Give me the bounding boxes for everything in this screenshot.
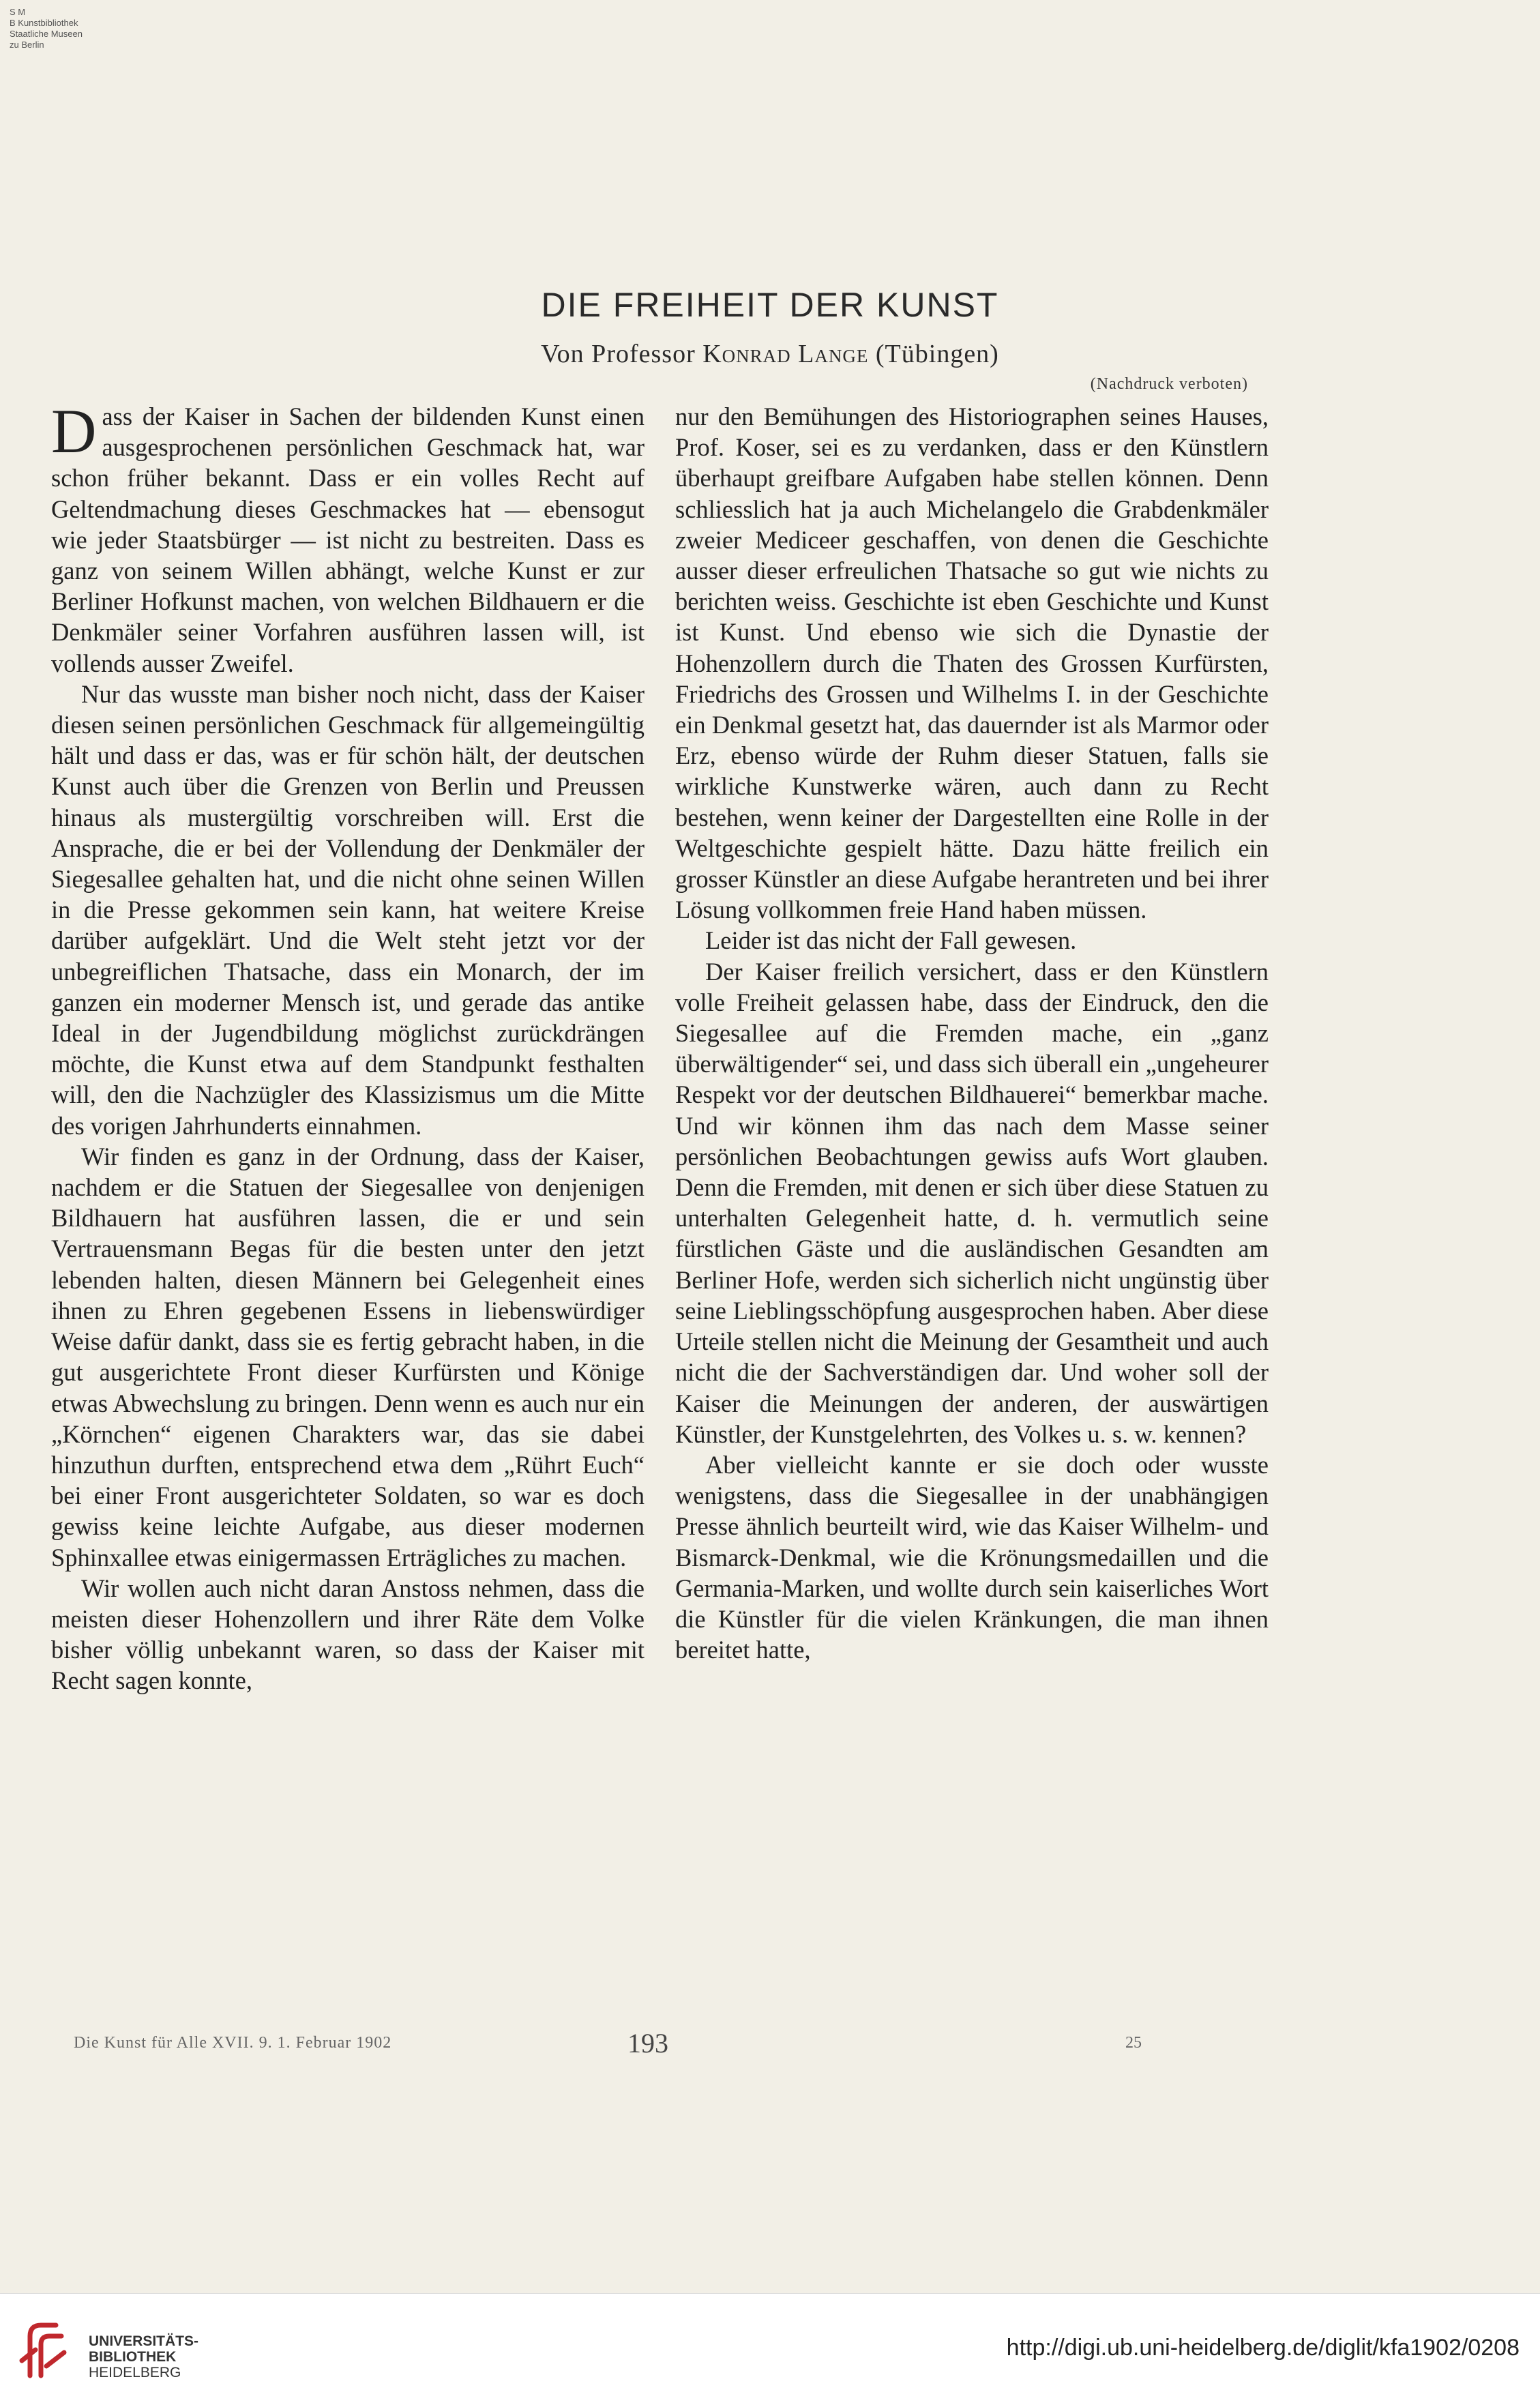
byline-author: Konrad Lange [702,340,869,368]
logo-line: BIBLIOTHEK [89,2349,177,2365]
byline-suffix: (Tübingen) [868,340,999,368]
stamp-line: B Kunstbibliothek [10,18,78,28]
paragraph: Nur das wusste man bisher noch nicht, dass der Kaiser diesen seinen persönlichen Geschmack für allgemeingültig hält und dass er das, was er für schön hält, der deutschen Kunst auch über die Grenzen von Berlin und Preussen hinaus als mustergültig vorschreiben will. Erst die Ansprache, die er bei der Vollendung der Denkmäler der Siegesallee gehalten hat, und die nicht ohne seinen Willen in die Presse gekommen sein kann, hat weitere Kreise darüber aufgeklärt. Und die Welt steht jetzt vor der unbegreiflichen Thatsache, dass ein Monarch, der im ganzen ein moderner Mensch ist, und gerade das antike Ideal in der Jugendbildung möglichst zurückdrängen möchte, die Kunst etwa auf dem Standpunkt festhalten will, den die Nachzügler des Klassizismus um die Mitte des vorigen Jahrhunderts einnahmen. [51,679,645,1140]
logo-line: UNIVERSITÄTS- [89,2333,199,2349]
article-title: DIE FREIHEIT DER KUNST [541,286,999,324]
page-footer [0,2028,1540,2059]
paragraph-text: ass der Kaiser in Sachen der bildenden Kunst einen ausgesprochenen persönlichen Geschmack hat, war schon früher bekannt. Dass er ein volles Recht auf Geltendmachung dieses Geschmackes hat — ebensogut wie jeder Staatsbürger — ist nicht zu bestreiten. Dass es ganz von seinem Willen abhängt, welche Kunst er zur Berliner Hofkunst machen, von welchen Bildhauern er die Denkmäler seiner Vorfahren ausführen lassen will, ist vollends ausser Zweifel. [51,402,645,677]
right-column [675,401,1269,1665]
signature-mark: 25 [1125,2034,1142,2052]
stamp-line: zu Berlin [10,40,44,50]
library-logo-icon [16,2318,74,2381]
paragraph: nur den Bemühungen des Historiographen seines Hauses, Prof. Koser, sei es zu verdanken, dass er den Künstlern überhaupt greifbare Aufgaben habe stellen können. Denn schliesslich hat ja auch Michelangelo die Grabdenkmäler zweier Mediceer geschaffen, von denen die Geschichte ausser dieser erfreulichen Thatsache so gut wie nichts zu berichten weiss. Geschichte ist eben Geschichte und Kunst ist Kunst. Und ebenso wie sich die Dynastie der Hohenzollern durch die Thaten des Grossen Kurfürsten, Friedrichs des Grossen und Wilhelms I. in der Geschichte ein Denkmal gesetzt hat, das dauernder ist als Marmor oder Erz, ebenso würde der Ruhm dieser Statuen, falls sie wirkliche Kunstwerke wären, auch dann zu Recht bestehen, wenn keiner der Dargestellten eine Rolle in der Weltgeschichte gespielt hätte. Dazu hätte freilich ein grosser Künstler an diese Aufgabe herantreten und bei ihrer Lösung vollkommen freie Hand haben müssen. [675,402,1269,924]
paragraph: Wir wollen auch nicht daran Anstoss nehmen, dass die meisten dieser Hohenzollern und ihrer Räte dem Volke bisher völlig unbekannt waren, so dass der Kaiser mit Recht sagen konnte, [51,1574,645,1695]
library-logo-text [89,2333,198,2380]
stamp-line: S M [10,7,26,17]
paragraph [51,396,645,679]
library-stamp [10,7,160,50]
reprint-note: (Nachdruck verboten) [1090,375,1248,393]
journal-line: Die Kunst für Alle XVII. 9. 1. Februar 1902 [74,2034,392,2052]
permalink-url[interactable]: http://digi.ub.uni-heidelberg.de/diglit/kfa1902/0208 [1006,2335,1520,2361]
library-bar [0,2293,1540,2405]
article-byline [0,339,1540,369]
byline-prefix: Von Professor [541,340,703,368]
paragraph: Der Kaiser freilich versichert, dass er den Künstlern volle Freiheit gelassen habe, dass der Eindruck, den die Siegesallee auf die Fremden mache, ein „ganz überwältigender“ sei, und dass sich überall ein „ungeheurer Respekt vor der deutschen Bildhauerei“ bemerkbar mache. Und wir können ihm das nach dem Masse seiner persönlichen Beobachtungen gewiss aufs Wort glauben. Denn die Fremden, mit denen er sich über diese Statuen zu unterhalten Gelegenheit hatte, d. h. vermutlich seine fürstlichen Gäste und die ausländischen Gesandten am Berliner Hofe, werden sich sicherlich nicht ungünstig über seine Lieblingsschöpfung ausgesprochen haben. Aber diese Urteile stellen nicht die Meinung der Gesamtheit und auch nicht die der Sachverständigen dar. Und woher soll der Kaiser die Meinungen der anderen, der auswärtigen Künstler, der Kunstgelehrten, des Volkes u. s. w. kennen? [675,957,1269,1448]
paragraph: Aber vielleicht kannte er sie doch oder wusste wenigstens, dass die Siegesallee in der unabhängigen Presse ähnlich beurteilt wird, wie das Kaiser Wilhelm- und Bismarck-Denkmal, wie die Krönungsmedaillen und die Germania-Marken, und wollte durch sein kaiserliches Wort die Künstler für die vielen Kränkungen, die man ihnen bereitet hatte, [675,1450,1269,1664]
logo-line: HEIDELBERG [89,2365,181,2380]
paragraph: Leider ist das nicht der Fall gewesen. [705,926,1077,955]
page-number: 193 [627,2028,668,2059]
paragraph: Wir finden es ganz in der Ordnung, dass der Kaiser, nachdem er die Statuen der Siegesallee von denjenigen Bildhauern hat ausführen lassen, die er und sein Vertrauensmann Begas für die besten unter den jetzt lebenden halten, diesen Männern bei Gelegenheit eines ihnen zu Ehren gegebenen Essens in liebenswürdiger Weise dafür dankt, dass sie es fertig gebracht haben, in die gut ausgerichtete Front dieser Kurfürsten und Könige etwas Abwechslung zu bringen. Denn wenn es auch nur ein „Körnchen“ eigenen Charakters war, das sie dabei hinzuthun durften, entsprechend etwa dem „Rührt Euch“ bei einer Front ausgerichteter Soldaten, so war es doch gewiss keine leichte Aufgabe, aus dieser modernen Sphinxallee etwas einigermassen Erträgliches zu machen. [51,1142,645,1572]
left-column [51,396,645,1696]
drop-cap: D [51,396,97,466]
stamp-line: Staatliche Museen [10,29,83,39]
